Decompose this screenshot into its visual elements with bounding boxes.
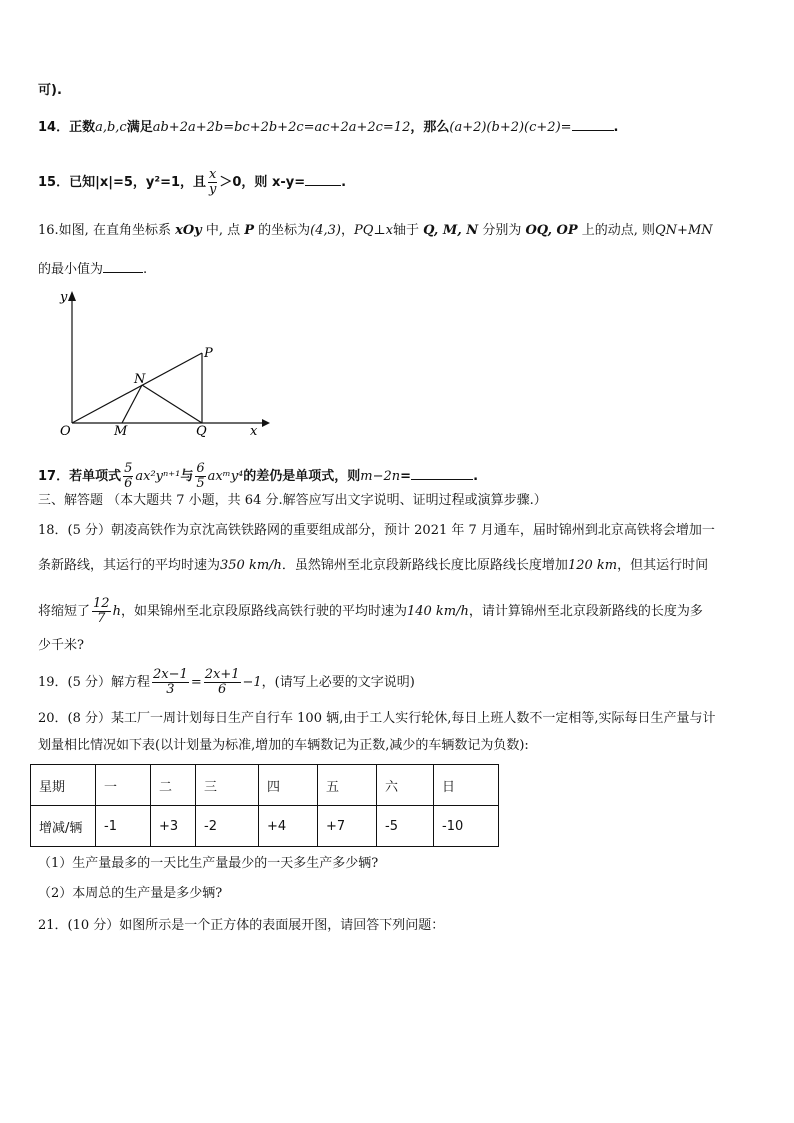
- y-axis-arrow: [68, 291, 76, 301]
- table-row: [31, 765, 499, 806]
- answer-blank: [305, 173, 341, 186]
- table-cell: 六: [377, 765, 434, 806]
- question-14: 14．正数a,b,c满足ab+2a+2b=bc+2b+2c=ac+2a+2c=12，那么(a+2)(b+2)(c+2)= .: [38, 120, 619, 135]
- question-20-sub2: （2）本周总的生产量是多少辆?: [38, 886, 223, 901]
- label-M: M: [114, 424, 128, 439]
- answer-blank: [411, 467, 473, 480]
- table-cell: -1: [96, 806, 151, 847]
- question-20-line1: 20．(8 分）某工厂一周计划每日生产自行车 100 辆,由于工人实行轮休,每日上班人数不一定相等,实际每日生产量与计: [38, 711, 716, 726]
- question-18-line4: 少千米?: [38, 638, 84, 653]
- table-cell: +4: [259, 806, 318, 847]
- continued-text: 可).: [38, 83, 62, 98]
- answer-blank: [572, 118, 614, 131]
- section-3-heading: 三、解答题 （本大题共 7 小题，共 64 分.解答应写出文字说明、证明过程或演算步骤.）: [38, 493, 547, 508]
- table-cell: 三: [196, 765, 259, 806]
- question-18-line3: 将缩短了 $\frac{12}{7}$ h，如果锦州至北京段原路线高铁行驶的平均时速为140 km/h，请计算锦州至北京段新路线的长度为多: [38, 596, 703, 626]
- label-O: O: [60, 424, 71, 439]
- table-cell: 二: [151, 765, 196, 806]
- answer-blank: [103, 260, 143, 273]
- table-cell: -10: [434, 806, 499, 847]
- label-P: P: [204, 346, 213, 361]
- question-15: 15．已知|x|=5，y²=1，且 $\frac{x}{y}$ ＞0，则 x-y= .: [38, 167, 347, 197]
- segment-NQ: [142, 385, 202, 423]
- coordinate-figure: [30, 285, 270, 445]
- label-N: N: [134, 372, 146, 387]
- label-y: y: [60, 290, 68, 305]
- production-table: [30, 764, 499, 847]
- question-17: 17．若单项式 $\frac{5}{6}$ ax²yⁿ⁺¹与 $\frac{6}{5}$ axᵐy⁴的差仍是单项式，则m−2n= .: [38, 461, 479, 491]
- x-axis-arrow: [262, 419, 270, 427]
- question-16-line2: 的最小值为 .: [38, 262, 148, 277]
- table-row: [31, 806, 499, 847]
- question-16: 16.如图, 在直角坐标系 xOy 中, 点 P 的坐标为(4,3)，PQ⊥x轴于 Q, M, N 分别为 OQ, OP 上的动点, 则QN+MN: [38, 223, 713, 238]
- question-21: 21．(10 分）如图所示是一个正方体的表面展开图，请回答下列问题：: [38, 918, 445, 933]
- table-cell: 日: [434, 765, 499, 806]
- table-cell: 增减/辆: [31, 806, 96, 847]
- table-cell: +3: [151, 806, 196, 847]
- table-cell: 四: [259, 765, 318, 806]
- table-cell: -5: [377, 806, 434, 847]
- table-cell: 星期: [31, 765, 96, 806]
- segment-OP: [72, 353, 202, 423]
- label-x: x: [250, 424, 258, 439]
- question-19: 19．(5 分）解方程 $\frac{2x-1}{3}$ = $\frac{2x+1}{6}$ −1，(请写上必要的文字说明): [38, 667, 415, 697]
- table-cell: 五: [318, 765, 377, 806]
- table-cell: +7: [318, 806, 377, 847]
- table-cell: 一: [96, 765, 151, 806]
- question-18-line2: 条新路线，其运行的平均时速为350 km/h．虽然锦州至北京段新路线长度比原路线长度增加120 km，但其运行时间: [38, 558, 709, 573]
- question-20-line2: 划量相比情况如下表(以计划量为标准,增加的车辆数记为正数,减少的车辆数记为负数):: [38, 738, 529, 753]
- label-Q: Q: [196, 424, 207, 439]
- question-18-line1: 18．(5 分）朝凌高铁作为京沈高铁铁路网的重要组成部分，预计 2021 年 7 月通车，届时锦州到北京高铁将会增加一: [38, 523, 715, 538]
- question-20-sub1: （1）生产量最多的一天比生产量最少的一天多生产多少辆?: [38, 856, 379, 871]
- table-cell: -2: [196, 806, 259, 847]
